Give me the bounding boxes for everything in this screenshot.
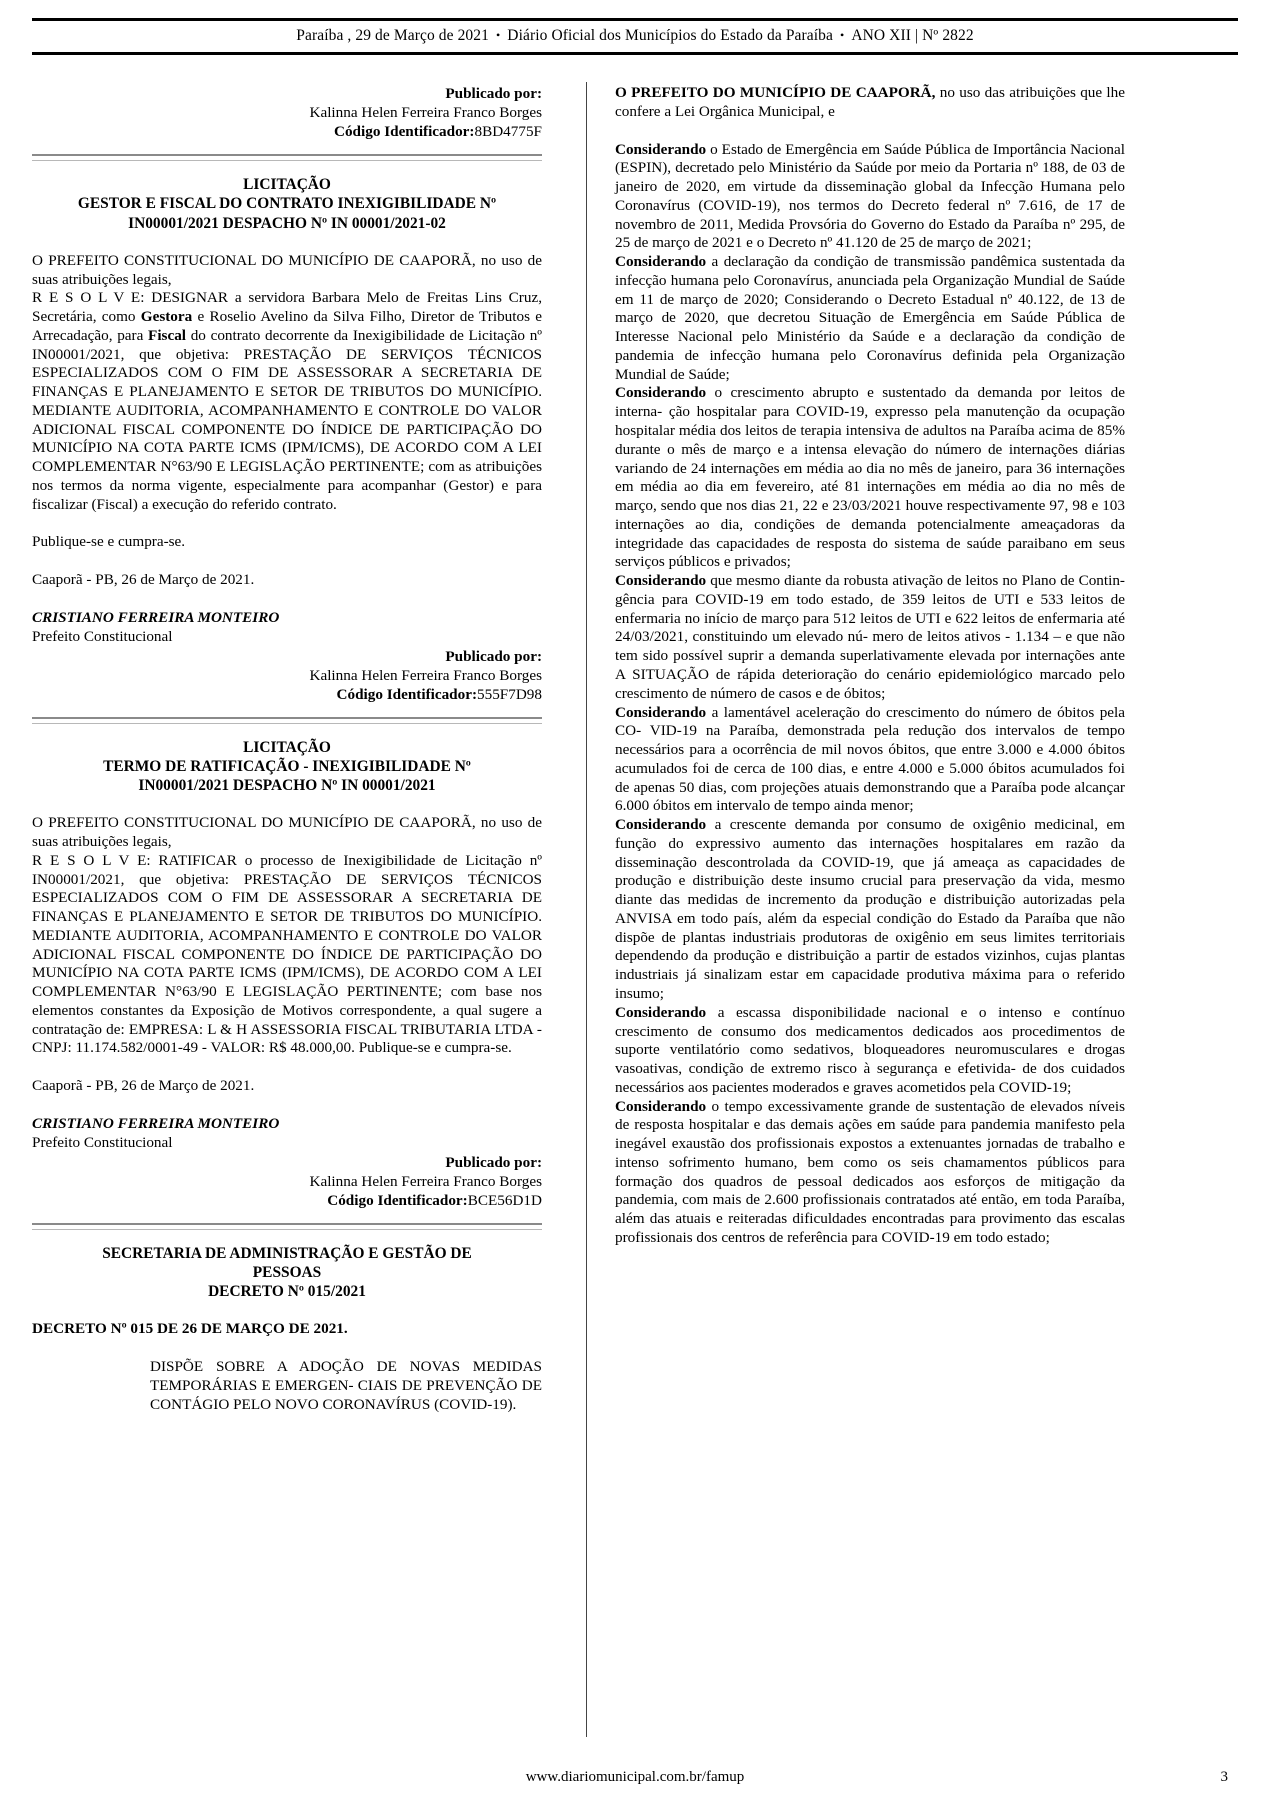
section-2-paragraph-2: R E S O L V E: RATIFICAR o processo de Inexigibilidade de Licitação nº IN00001/2021, que objetiva: PRESTAÇÃO DE SERVIÇOS TÉCNICOS ESPECIALIZADOS COM O FIM DE ASSESSORAR A SECRETARIA DE FINANÇAS E PLANEJAMENTO E SETOR DE TRIBUTOS DO MUNICÍPIO. MEDIANTE AUDITORIA, ACOMPANHAMENTO E CONTROLE DO VALOR ADICIONAL FISCAL COMPONENTE DO ÍNDICE DE PARTICIPAÇÃO DO MUNICÍPIO NA COTA PARTE ICMS (IPM/ICMS), DE ACORDO COM A LEI COMPLEMENTAR N°63/90 E LEGISLAÇÃO PERTINENTE; com base nos elementos constantes da Exposição de Motivos correspondente, a qual sugere a contratação de: EMPRESA: L & H ASSESSORIA FISCAL TRIBUTARIA LTDA - CNPJ: 11.174.582/0001-49 - VALOR: R$ 48.000,00. Publique-se e cumpra-se.: [32, 851, 542, 1057]
section-1-paragraph-2: [32, 289, 542, 514]
section-heading-2-line2: TERMO DE RATIFICAÇÃO - INEXIGIBILIDADE Nº: [103, 757, 471, 775]
footer-page-number: 3: [1220, 1769, 1228, 1785]
section-2-paragraph-1: O PREFEITO CONSTITUCIONAL DO MUNICÍPIO DE CAAPORÃ, no uso de suas atribuições legais,: [32, 814, 542, 851]
section-heading-1-line1: LICITAÇÃO: [243, 176, 331, 193]
masthead-line: [32, 27, 1238, 45]
considerando-item: [615, 141, 1125, 254]
column-divider: [586, 82, 587, 1737]
considerando-label: Considerando: [615, 1003, 707, 1021]
publisher-name-3: Kalinna Helen Ferreira Franco Borges: [309, 1172, 542, 1190]
identifier-code-1: [32, 122, 542, 141]
considerando-item: [615, 1098, 1125, 1248]
masthead-separator-2: •: [840, 28, 845, 42]
considerando-label: Considerando: [615, 572, 707, 590]
published-by-label-2: Publicado por:: [445, 647, 542, 665]
masthead-location-date: Paraíba , 29 de Março de 2021: [296, 27, 489, 44]
considerandos-list: [615, 141, 1125, 1248]
section-1-publique: Publique-se e cumpra-se.: [32, 533, 186, 551]
considerando-text: a lamentável aceleração do crescimento do número de óbitos pela CO- VID-19 na Paraíba, demonstrada pela redução dos intervalos de tempo necessários para a ocorrência de mil novos óbitos, que entre 3.000 e 4.000 óbitos acumulados foi de cerca de 100 dias, e entre 4.000 e 5.000 óbitos acumulados foi de apenas 50 dias, com projeções atuais demonstrando que a Paraíba pode alcançar 6.000 óbitos em intervalo de tempo ainda menor;: [615, 703, 1125, 815]
identifier-code-3: [32, 1191, 542, 1210]
section-divider-2: [32, 717, 542, 724]
section-heading-2-line1: LICITAÇÃO: [243, 738, 331, 756]
document-body: [32, 78, 1238, 1738]
considerando-item: [615, 572, 1125, 703]
considerando-item: [615, 384, 1125, 572]
considerando-item: [615, 816, 1125, 1004]
section-heading-1: [32, 175, 542, 233]
publisher-name-1: Kalinna Helen Ferreira Franco Borges: [309, 104, 542, 121]
published-by-label-3: Publicado por:: [445, 1153, 542, 1171]
resolve-prefix: R E S O L V E: DESIGNAR a servidora Barbara Melo de Freitas Lins Cruz, Secretária, como: [32, 289, 542, 326]
considerando-text: o tempo excessivamente grande de sustentação de elevados níveis de resposta hospitalar e das demais ações em saúde para pandemia manifesto pela inegável exaustão dos profissionais expostos a extenuantes jornadas de trabalho e intenso sofrimento humano, bem como os seis chamamentos públicos para formação dos quadros de pessoal dedicados aos esforços de mitigação da pandemia, com mais de 2.600 profissionais contratados até então, em toda Paraíba, além das atuais e reiteradas dificuldades encontradas para provimento das escalas profissionais dos centros de referência para COVID-19 em todo estado;: [615, 1097, 1125, 1246]
section-heading-2: [32, 738, 542, 796]
right-column: [615, 78, 1125, 1738]
footer-website-url: www.diariomunicipal.com.br/famup: [525, 1769, 745, 1785]
section-heading-2-line3: IN00001/2021 DESPACHO Nº IN 00001/2021: [138, 777, 436, 795]
considerando-label: Considerando: [615, 140, 707, 158]
identifier-code-label-2: Código Identificador:: [336, 685, 478, 703]
section-2-signer-title: Prefeito Constitucional: [32, 1133, 173, 1151]
section-heading-3-line2: PESSOAS: [252, 1263, 322, 1281]
section-divider-3: [32, 1223, 542, 1230]
considerando-item: [615, 1004, 1125, 1098]
section-divider-1: [32, 154, 542, 161]
publication-block-2: [32, 647, 542, 704]
role-gestora: Gestora: [140, 308, 193, 326]
resolve-suffix: do contrato decorrente da Inexigibilidade de Licitação nº IN00001/2021, que objetiva: PRESTAÇÃO DE SERVIÇOS TÉCNICOS ESPECIALIZADOS COM O FIM DE ASSESSORAR A SECRETARIA DE FINANÇAS E PLANEJAMENTO E SETOR DE TRIBUTOS DO MUNICÍPIO. MEDIANTE AUDITORIA, ACOMPANHAMENTO E CONTROLE DO VALOR ADICIONAL FISCAL COMPONENTE DO ÍNDICE DE PARTICIPAÇÃO DO MUNICÍPIO NA COTA PARTE ICMS (IPM/ICMS), DE ACORDO COM A LEI COMPLEMENTAR N°63/90 E LEGISLAÇÃO PERTINENTE; com as atribuições nos termos da norma vigente, especialmente para acompanhar (Gestor) e para fiscalizar (Fiscal) a execução do referido contrato.: [32, 326, 542, 513]
considerando-label: Considerando: [615, 384, 707, 402]
section-2-signer-name: CRISTIANO FERREIRA MONTEIRO: [32, 1115, 280, 1132]
publication-block-3: [32, 1153, 542, 1210]
masthead-edition: ANO XII | Nº 2822: [851, 27, 974, 44]
identifier-code-label-3: Código Identificador:: [327, 1191, 468, 1209]
considerando-item: [615, 704, 1125, 817]
section-heading-3-line3: DECRETO Nº 015/2021: [208, 1283, 366, 1301]
section-heading-1-line2: GESTOR E FISCAL DO CONTRATO INEXIGIBILIDADE Nº: [77, 195, 497, 213]
considerando-item: [615, 253, 1125, 384]
page-footer: [0, 1769, 1270, 1793]
section-1-paragraph-1: O PREFEITO CONSTITUCIONAL DO MUNICÍPIO DE CAAPORÃ, no uso de suas atribuições legais,: [32, 251, 542, 288]
considerando-text: o crescimento abrupto e sustentado da demanda por leitos de interna- ção hospitalar para COVID-19, expresso pela manutenção da ocupação hospitalar média dos leitos de terapia intensiva de adultos na Paraíba acima de 85% durante o mês de março e a intensa elevação do número de internações diárias variando de 24 internações em média ao dia no mês de janeiro, para 36 internações em média ao dia em fevereiro, até 81 internações em média ao dia no mês de março, sendo que nos dias 21, 22 e 23/03/2021 houve respectivamente 97, 98 e 103 internações ao dia, condições de demanda potencialmente ameaçadoras da integridade das capacidades de resposta do sistema de saúde paraibano em seus serviços públicos e privados;: [615, 384, 1125, 571]
decree-opening-paragraph: [615, 84, 1125, 122]
identifier-code-value-2: 555F7D98: [477, 685, 542, 703]
section-heading-3-line1: SECRETARIA DE ADMINISTRAÇÃO E GESTÃO DE: [102, 1244, 472, 1262]
considerando-label: Considerando: [615, 703, 707, 721]
considerando-text: a declaração da condição de transmissão pandêmica sustentada da infecção humana pelo Coronavírus, anunciada pela Organização Mundial de Saúde em 11 de março de 2020; Considerando o Decreto Estadual nº 40.122, de 13 de março de 2020, que decretou Situação de Emergência em Saúde Pública de Interesse Nacional pelo Ministério da Saúde e a declaração da condição de pandemia de infecção humana pelo Coronavírus definida pela Organização Mundial de Saúde;: [615, 253, 1125, 383]
section-2-place-date: Caaporã - PB, 26 de Março de 2021.: [32, 1077, 255, 1095]
considerando-label: Considerando: [615, 816, 707, 834]
published-by-label-1: Publicado por:: [445, 85, 542, 102]
identifier-code-label-1: Código Identificador:: [334, 123, 475, 140]
identifier-code-value-1: 8BD4775F: [474, 123, 542, 140]
section-1-signer-title: Prefeito Constitucional: [32, 627, 173, 645]
publication-block-1: [32, 84, 542, 141]
identifier-code-value-3: BCE56D1D: [467, 1191, 542, 1209]
decree-opening-bold: O PREFEITO DO MUNICÍPIO DE CAAPORÃ,: [615, 84, 936, 101]
left-column: [32, 78, 558, 1738]
considerando-label: Considerando: [615, 253, 707, 271]
publisher-name-2: Kalinna Helen Ferreira Franco Borges: [309, 666, 542, 684]
decree-ementa: DISPÕE SOBRE A ADOÇÃO DE NOVAS MEDIDAS TEMPORÁRIAS E EMERGEN- CIAIS DE PREVENÇÃO DE CONTÁGIO PELO NOVO CORONAVÍRUS (COVID-19).: [150, 1358, 542, 1413]
section-1-signer-name: CRISTIANO FERREIRA MONTEIRO: [32, 609, 280, 626]
considerando-label: Considerando: [615, 1097, 707, 1115]
considerando-text: o Estado de Emergência em Saúde Pública de Importância Nacional (ESPIN), decretado pelo Ministério da Saúde por meio da Portaria nº 188, de 03 de janeiro de 2020, em virtude da disseminação global da Infecção Humana pelo Coronavírus (COVID-19), nos termos do Decreto federal nº 7.616, de 17 de novembro de 2011, Medida Provsória do Governo do Estado da Paraíba nº 295, de 25 de março de 2021 e o Decreto nº 41.120 de 25 de março de 2021;: [615, 140, 1125, 252]
considerando-text: a crescente demanda por consumo de oxigênio medicinal, em função do expressivo aumento das internações hospitalares em razão da disseminação descontrolada da COVID-19, que já ameaça as capacidades de produção e distribuição deste insumo crucial para preservação da vida, mesmo diante das medidas de incremento da produção e distribuição autorizadas pela ANVISA em todo país, além da especial condição do Estado da Paraíba que não dispõe de plantas industriais produtoras de oxigênio em seus limites territoriais dependendo da produção e distribuição a partir de estados vizinhos, cujas plantas industriais já sinalizam estar em capacidade produtiva máxima para o referido insumo;: [615, 816, 1125, 1002]
masthead: [32, 18, 1238, 55]
decree-title: DECRETO Nº 015 DE 26 DE MARÇO DE 2021.: [32, 1320, 348, 1338]
role-fiscal: Fiscal: [148, 326, 187, 344]
section-1-place-date: Caaporã - PB, 26 de Março de 2021.: [32, 571, 255, 589]
resolve-middle: e Roselio Avelino da Silva Filho, Diretor de Tributos e Arrecadação, para: [32, 308, 542, 344]
section-heading-1-line3: IN00001/2021 DESPACHO Nº IN 00001/2021-02: [128, 214, 446, 232]
considerando-text: a escassa disponibilidade nacional e o intenso e contínuo crescimento de consumo dos medicamentos dedicados aos procedimentos de suporte ventilatório como sedativos, bloqueadores neuromusculares e drogas vasoativas, condição de extremo risco à segurança e efetivida- de dos cuidados necessários aos pacientes moderados e graves acometidos pela COVID-19;: [615, 1003, 1125, 1096]
considerando-text: que mesmo diante da robusta ativação de leitos no Plano de Contin- gência para COVID-19 em todo estado, de 359 leitos de UTI e 533 leitos de enfermaria no início de março para 512 leitos de UTI e 622 leitos de enfermaria até 24/03/2021, constituindo um elevado nú- mero de leitos ativos - 1.134 – e que não tem sido possível suprir a demanda superlativamente elevada por internações ante A SITUAÇÃO de rápida deterioração do cenário epidemiológico marcado pelo crescimento de número de casos e de óbitos;: [615, 572, 1125, 702]
decree-opening-rest: no uso das atribuições que lhe confere a Lei Orgânica Municipal, e: [615, 84, 1125, 120]
identifier-code-2: [32, 685, 542, 704]
section-heading-3: [32, 1244, 542, 1302]
masthead-publication-title: Diário Oficial dos Municípios do Estado da Paraíba: [507, 27, 833, 44]
masthead-separator-1: •: [495, 28, 501, 42]
